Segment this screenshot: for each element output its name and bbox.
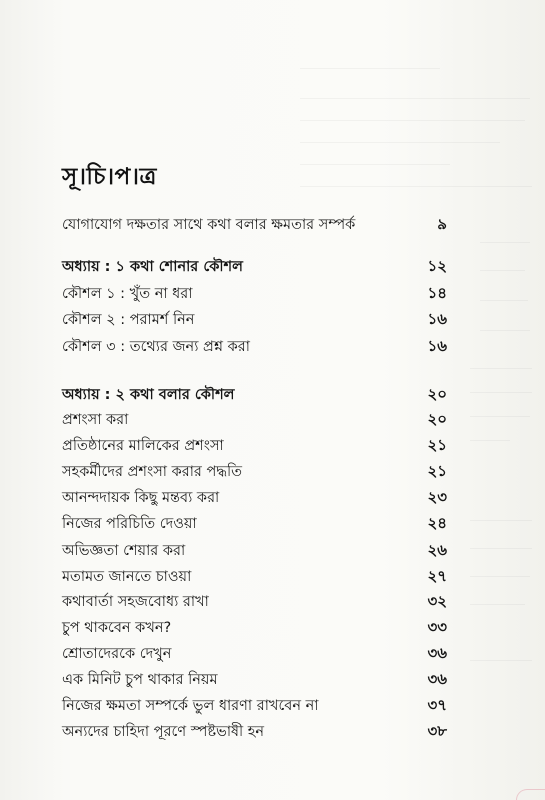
chapter-heading-2[interactable]: [62, 383, 447, 406]
entry-label: যোগাযোগ দক্ষতার সাথে কথা বলার ক্ষমতার সম্পর্ক: [62, 217, 356, 233]
entry-page-number: ৩৬: [427, 644, 447, 662]
bleed-through-line: [470, 368, 532, 369]
toc-entry[interactable]: [62, 720, 447, 743]
toc-entry[interactable]: [62, 486, 447, 509]
entry-label: মতামত জানতে চাওয়া: [62, 569, 192, 585]
bleed-through-line: [480, 300, 528, 301]
entry-label: কৌশল ৩ : তথ্যের জন্য প্রশ্ন করা: [62, 339, 250, 355]
entry-page-number: ২০: [427, 410, 447, 428]
bleed-through-line: [300, 120, 525, 121]
entry-label: অন্যদের চাহিদা পূরণে স্পষ্টভাষী হন: [62, 724, 265, 740]
toc-entry[interactable]: [62, 539, 447, 562]
entry-label: প্রশংসা করা: [62, 412, 129, 428]
entry-page-number: ১৬: [427, 337, 447, 355]
bleed-through-line: [300, 142, 500, 143]
bleed-through-line: [470, 416, 530, 417]
entry-label: চুপ থাকবেন কখন?: [62, 620, 172, 636]
toc-entry[interactable]: [62, 694, 447, 717]
entry-page-number: ৩৬: [427, 670, 447, 688]
bleed-through-line: [470, 548, 532, 549]
entry-page-number: ২১: [427, 462, 447, 480]
entry-label: কথাবার্তা সহজবোধ্য রাখা: [62, 594, 209, 610]
entry-label: অভিজ্ঞতা শেয়ার করা: [62, 543, 186, 559]
toc-entry[interactable]: [62, 308, 447, 331]
bleed-through-line: [300, 164, 450, 165]
toc-entry[interactable]: [62, 642, 447, 665]
toc-entry[interactable]: [62, 616, 447, 639]
toc-entry[interactable]: [62, 460, 447, 483]
entry-page-number: ৩২: [427, 592, 447, 610]
entry-label: সহকর্মীদের প্রশংসা করার পদ্ধতি: [62, 464, 243, 480]
chapter-heading-label: অধ্যায় : ২ কথা বলার কৌশল: [62, 387, 235, 403]
toc-entry[interactable]: [62, 512, 447, 535]
bleed-through-line: [480, 270, 525, 271]
entry-page-number: ২৭: [427, 567, 447, 585]
entry-page-number: ৯: [437, 215, 447, 233]
entry-page-number: ১৪: [427, 284, 447, 302]
entry-page-number: ৩৩: [427, 618, 447, 636]
entry-page-number: ২৩: [427, 488, 447, 506]
entry-page-number: ২৪: [427, 514, 447, 532]
bleed-through-line: [470, 440, 510, 441]
entry-page-number: ১২: [427, 257, 447, 275]
toc-entry[interactable]: [62, 434, 447, 457]
entry-page-number: ৩৮: [427, 722, 447, 740]
entry-label: আনন্দদায়ক কিছু মন্তব্য করা: [62, 490, 220, 506]
toc-entry-intro[interactable]: [62, 213, 447, 236]
toc-entry[interactable]: [62, 565, 447, 588]
entry-label: প্রতিষ্ঠানের মালিকের প্রশংসা: [62, 438, 224, 454]
bleed-through-line: [470, 520, 532, 521]
entry-label: কৌশল ১ : খুঁত না ধরা: [62, 286, 193, 302]
entry-page-number: ২০: [427, 385, 447, 403]
toc-entry[interactable]: [62, 335, 447, 358]
page-corner-mark: [516, 789, 545, 800]
entry-label: নিজের ক্ষমতা সম্পর্কে ভুল ধারণা রাখবেন না: [62, 698, 319, 714]
toc-entry[interactable]: [62, 408, 447, 431]
entry-label: শ্রোতাদেরকে দেখুন: [62, 646, 172, 662]
entry-page-number: ১৬: [427, 310, 447, 328]
bleed-through-line: [300, 68, 440, 69]
bleed-through-line: [470, 576, 530, 577]
entry-page-number: ২১: [427, 436, 447, 454]
chapter-heading-label: অধ্যায় : ১ কথা শোনার কৌশল: [62, 259, 243, 275]
entry-label: কৌশল ২ : পরামর্শ নিন: [62, 312, 195, 328]
entry-page-number: ২৬: [427, 541, 447, 559]
toc-entry[interactable]: [62, 668, 447, 691]
bleed-through-line: [470, 604, 525, 605]
bleed-through-line: [470, 660, 532, 661]
bleed-through-line: [300, 186, 532, 187]
entry-label: নিজের পরিচিতি দেওয়া: [62, 516, 197, 532]
toc-entry[interactable]: [62, 590, 447, 613]
chapter-heading-1[interactable]: [62, 255, 447, 278]
toc-entry[interactable]: [62, 282, 447, 305]
entry-label: এক মিনিট চুপ থাকার নিয়ম: [62, 672, 218, 688]
bleed-through-line: [470, 392, 532, 393]
entry-page-number: ৩৭: [427, 696, 447, 714]
bleed-through-line: [300, 98, 530, 99]
bleed-through-line: [480, 330, 530, 331]
bleed-through-line: [480, 242, 530, 243]
toc-title: সূ।চি।প।ত্র: [62, 164, 157, 190]
